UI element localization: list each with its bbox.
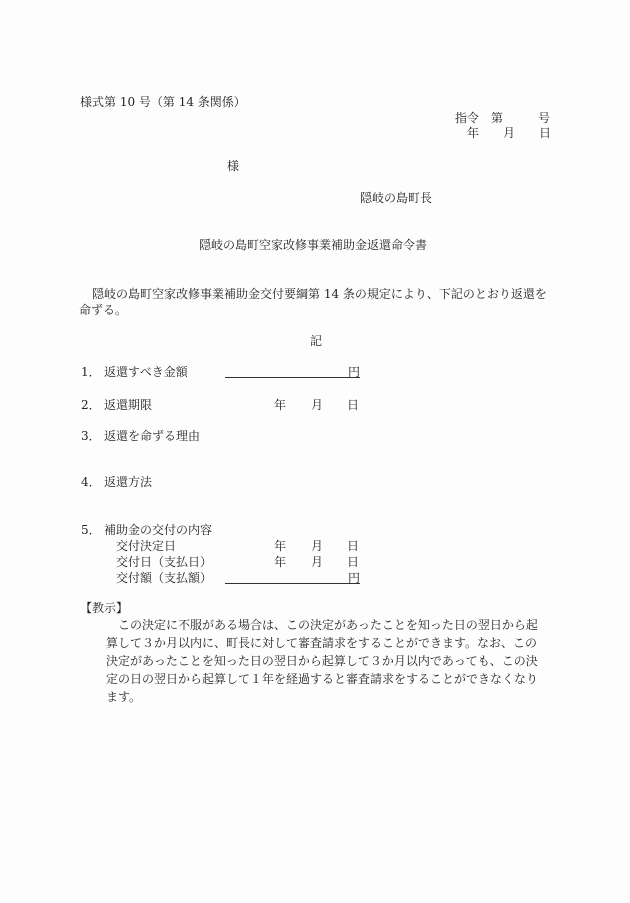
order-dai: 第	[491, 111, 504, 125]
order-prefix: 指令	[455, 111, 480, 125]
issuer: 隠岐の島町長	[360, 191, 433, 205]
notice-line-1: この決定に不服がある場合は、この決定があったことを知った日の翌日から起	[118, 618, 538, 632]
item-4-label: 返還方法	[104, 475, 153, 489]
sub-1-day: 日	[347, 539, 360, 553]
item-4-num: 4．	[81, 475, 101, 489]
item-5-label: 補助金の交付の内容	[104, 523, 213, 537]
sub-3-label: 交付額（支払額）	[116, 571, 213, 585]
sub-1-month: 月	[311, 539, 324, 553]
notice-line-2: 算して３か月以内に、町長に対して審査請求をすることができます。なお、この	[106, 636, 538, 650]
notice-line-3: 決定があったことを知った日の翌日から起算して３か月以内であっても、この決	[106, 654, 538, 668]
sub-2-year: 年	[274, 555, 287, 569]
item-2-num: 2．	[81, 398, 101, 412]
item-3-num: 3．	[81, 429, 101, 443]
addressee-suffix: 様	[227, 159, 240, 173]
item-5-num: 5．	[81, 523, 101, 537]
grant-amount-underline	[225, 583, 360, 584]
item-1-label: 返還すべき金額	[104, 365, 188, 379]
issue-year: 年	[467, 126, 480, 140]
sub-2-label: 交付日（支払日）	[116, 555, 213, 569]
ki-label: 記	[310, 334, 323, 348]
form-label: 様式第 10 号（第 14 条関係）	[80, 95, 246, 109]
item-2-month: 月	[311, 398, 324, 412]
item-2-day: 日	[347, 398, 360, 412]
item-3-label: 返還を命ずる理由	[104, 429, 201, 443]
item-2-label: 返還期限	[104, 398, 153, 412]
issue-month: 月	[503, 126, 516, 140]
sub-2-day: 日	[347, 555, 360, 569]
sub-2-month: 月	[311, 555, 324, 569]
item-1-unit: 円	[348, 365, 361, 379]
amount-underline	[225, 377, 360, 378]
sub-1-year: 年	[274, 539, 287, 553]
sub-1-label: 交付決定日	[116, 539, 177, 553]
notice-line-4: 定の日の翌日から起算して１年を経過すると審査請求をすることができなくなり	[106, 672, 539, 686]
order-go: 号	[538, 111, 551, 125]
issue-day: 日	[539, 126, 552, 140]
document-title: 隠岐の島町空家改修事業補助金返還命令書	[199, 238, 428, 252]
notice-line-5: ます。	[106, 690, 142, 704]
sub-3-unit: 円	[348, 571, 361, 585]
notice-heading: 【教示】	[80, 601, 129, 615]
body-line-2: 命ずる。	[79, 303, 128, 317]
item-2-year: 年	[274, 398, 287, 412]
item-1-num: 1．	[81, 365, 101, 379]
body-line-1: 隠岐の島町空家改修事業補助金交付要綱第 14 条の規定により、下記のとおり返還を	[92, 287, 547, 301]
